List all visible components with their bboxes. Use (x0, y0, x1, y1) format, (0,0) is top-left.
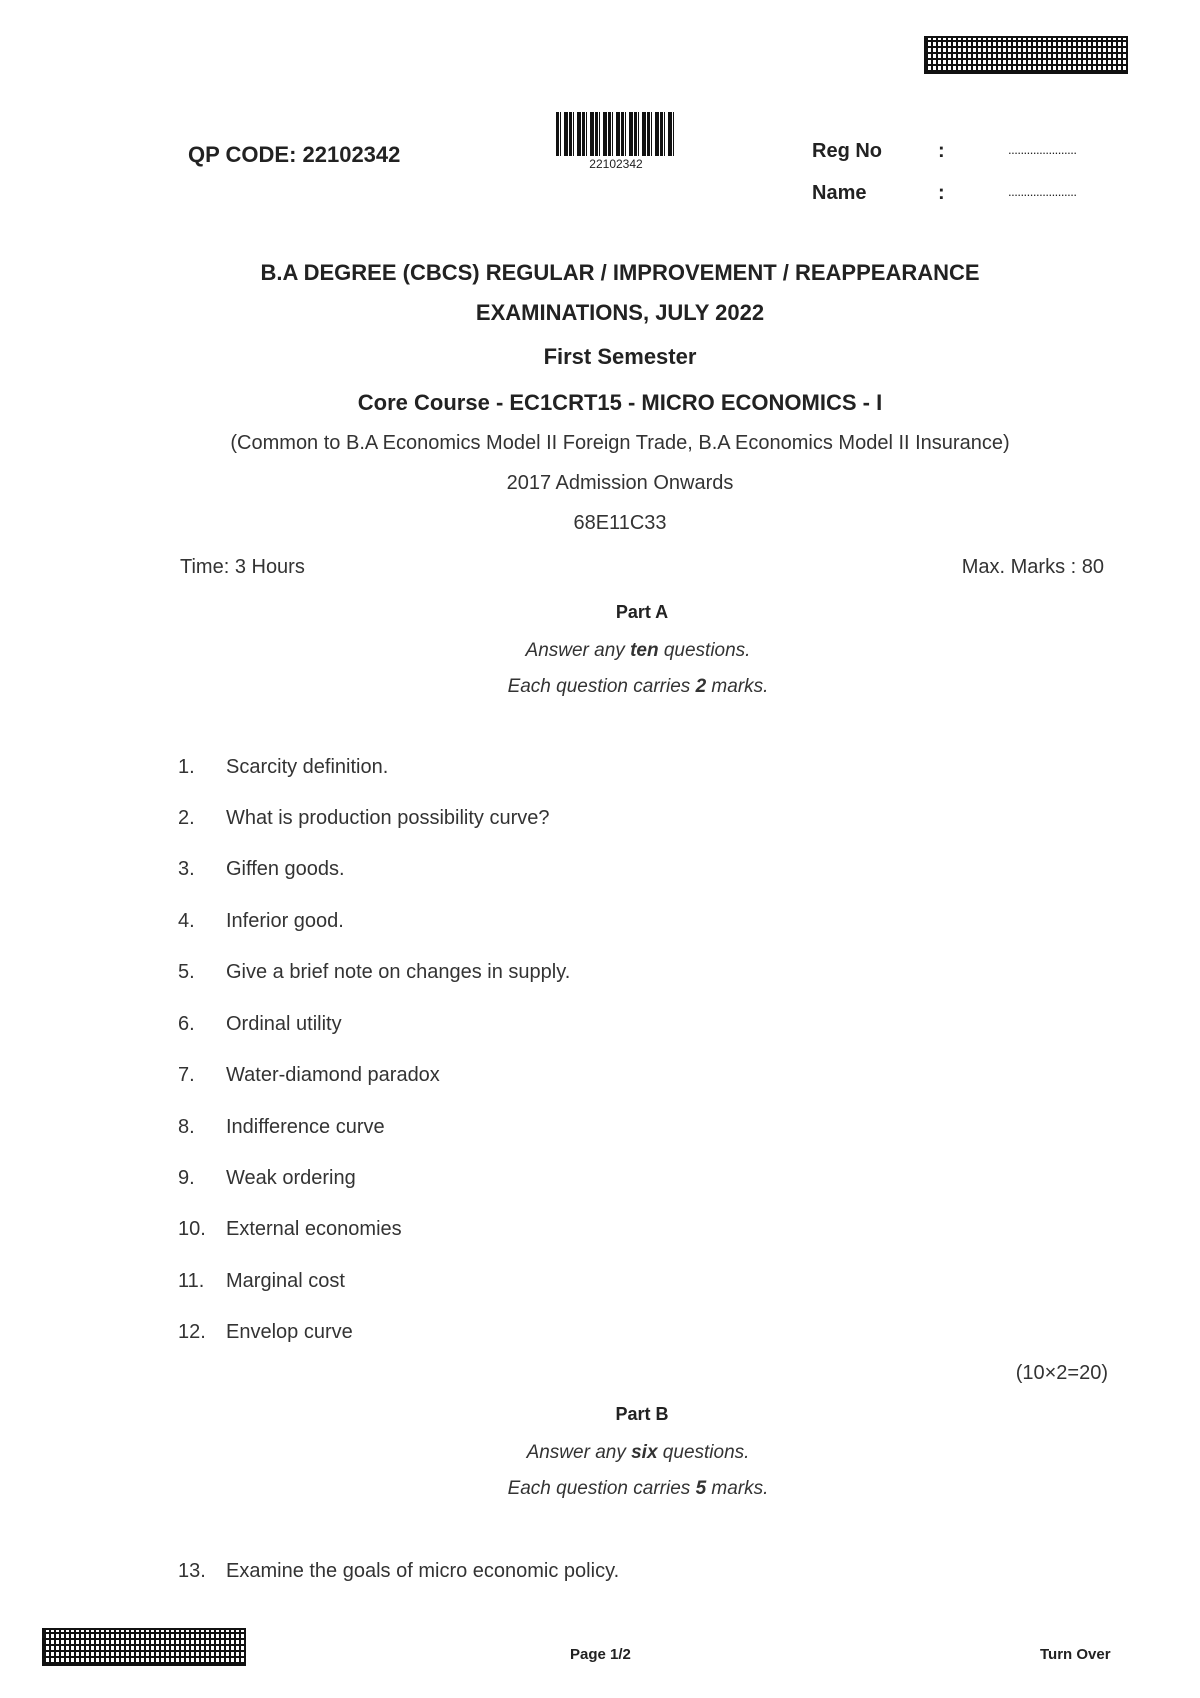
reg-no-label: Reg No (812, 140, 882, 162)
question-item (178, 1218, 402, 1241)
question-text: Give a brief note on changes in supply. (226, 961, 571, 983)
question-item (178, 858, 345, 881)
part-b-instruction-1 (0, 1442, 1200, 1464)
question-text: Inferior good. (226, 910, 344, 932)
part-a-title: Part A (615, 602, 669, 622)
question-item (178, 756, 388, 779)
question-item (178, 1116, 385, 1139)
part-b-instr1-pre: Answer any (526, 1442, 632, 1463)
question-item (178, 807, 549, 830)
part-b-instruction-2 (0, 1478, 1200, 1500)
question-item (178, 1064, 440, 1087)
reg-no-dots: ...................... (1008, 142, 1077, 157)
turn-over: Turn Over (1040, 1646, 1111, 1663)
question-text: What is production possibility curve? (226, 807, 550, 829)
question-number: 3. (178, 858, 195, 880)
part-a-instr1-post: questions. (658, 640, 751, 661)
qp-code: QP CODE: 22102342 (188, 142, 401, 167)
question-text: Marginal cost (226, 1270, 345, 1292)
common-to: (Common to B.A Economics Model II Foreign Trade, B.A Economics Model II Insurance) (230, 432, 1010, 454)
part-a-instr2-bold: 2 (695, 676, 707, 697)
barcode (556, 112, 676, 172)
question-number: 2. (178, 807, 195, 829)
barcode-bars (556, 112, 674, 156)
question-number: 7. (178, 1064, 195, 1086)
name-label: Name (812, 182, 867, 204)
question-text: Indifference curve (226, 1116, 385, 1138)
bottom-qr-code (42, 1628, 246, 1666)
part-a-instruction-2 (0, 676, 1200, 698)
question-text: Ordinal utility (226, 1013, 342, 1035)
part-b-instr1-bold: six (631, 1442, 658, 1463)
question-number: 4. (178, 910, 195, 932)
semester: First Semester (543, 344, 697, 369)
part-b-title: Part B (615, 1404, 669, 1424)
part-a-instr2-pre: Each question carries (507, 676, 696, 697)
top-qr-code (924, 36, 1128, 74)
exam-title-line2: EXAMINATIONS, JULY 2022 (475, 300, 765, 325)
page-number: Page 1/2 (570, 1646, 631, 1663)
question-item (178, 910, 344, 933)
question-text: Scarcity definition. (226, 756, 389, 778)
question-number: 1. (178, 756, 195, 778)
question-number: 10. (178, 1218, 206, 1240)
part-a-instruction-1 (0, 640, 1200, 662)
part-b-instr2-bold: 5 (695, 1478, 707, 1499)
question-number: 13. (178, 1560, 206, 1582)
question-number: 12. (178, 1321, 206, 1343)
question-number: 9. (178, 1167, 195, 1189)
name-colon: : (938, 182, 945, 204)
exam-title-line1: B.A DEGREE (CBCS) REGULAR / IMPROVEMENT / REAPPEARANCE (260, 260, 980, 285)
question-item (178, 1560, 619, 1583)
question-number: 8. (178, 1116, 195, 1138)
barcode-number: 22102342 (589, 157, 643, 171)
question-item (178, 1321, 353, 1344)
question-item (178, 961, 570, 984)
part-a-marks: (10×2=20) (1015, 1362, 1108, 1384)
question-item (178, 1167, 356, 1190)
course-title: Core Course - EC1CRT15 - MICRO ECONOMICS - I (357, 390, 883, 415)
part-a-instr1-pre: Answer any (525, 640, 631, 661)
reg-no-colon: : (938, 140, 945, 162)
question-number: 6. (178, 1013, 195, 1035)
name-dots: ...................... (1008, 184, 1077, 199)
question-text: Examine the goals of micro economic policy. (226, 1560, 620, 1582)
question-text: Giffen goods. (226, 858, 345, 880)
question-item (178, 1270, 345, 1293)
question-item (178, 1013, 342, 1036)
question-number: 11. (178, 1270, 205, 1292)
question-text: Envelop curve (226, 1321, 353, 1343)
max-marks: Max. Marks : 80 (961, 556, 1104, 578)
part-a-instr2-post: marks. (706, 676, 769, 697)
part-b-instr1-post: questions. (657, 1442, 750, 1463)
question-number: 5. (178, 961, 195, 983)
part-b-instr2-pre: Each question carries (507, 1478, 696, 1499)
part-a-instr1-bold: ten (630, 640, 659, 661)
paper-code: 68E11C33 (573, 512, 667, 534)
part-b-instr2-post: marks. (706, 1478, 769, 1499)
question-text: Water-diamond paradox (226, 1064, 440, 1086)
time: Time: 3 Hours (180, 556, 305, 578)
question-text: Weak ordering (226, 1167, 356, 1189)
question-text: External economies (226, 1218, 402, 1240)
admission: 2017 Admission Onwards (506, 472, 734, 494)
